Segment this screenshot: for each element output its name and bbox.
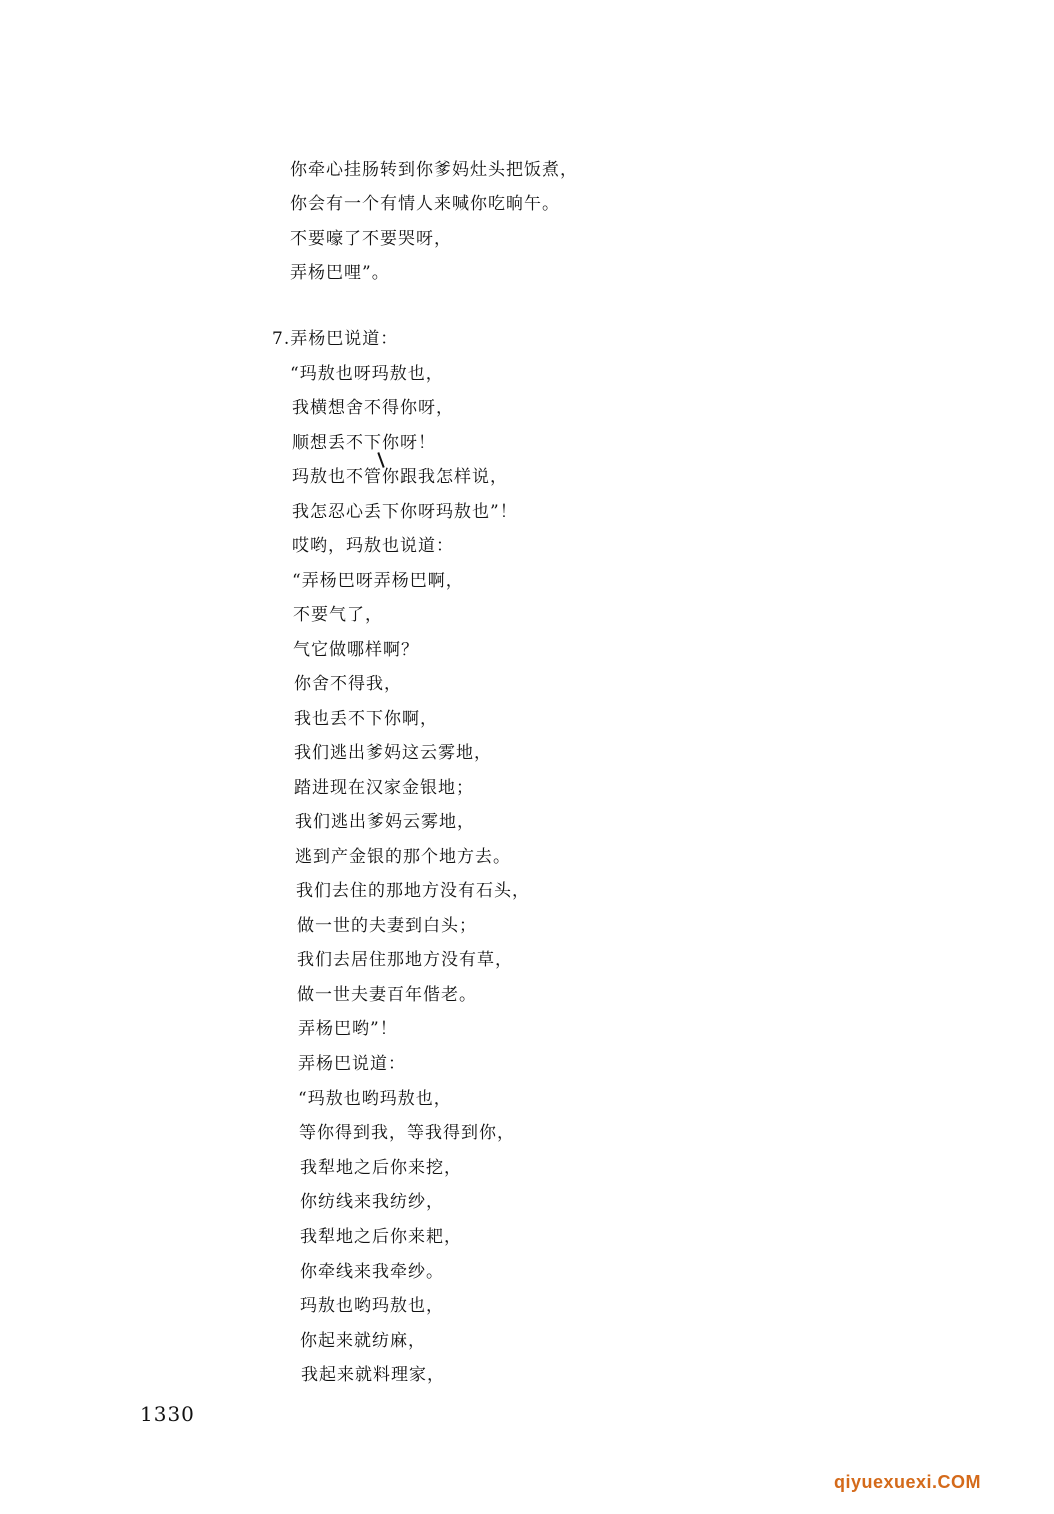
text-line: “弄杨巴呀弄杨巴啊， [292,571,464,591]
text-line: 顺想丢不下你呀！ [292,433,436,453]
text-line: 弄杨巴哟”！ [298,1019,398,1039]
text-line: 我怎忍心丢下你呀玛敖也”！ [292,502,518,522]
page-number: 1330 [140,1402,195,1426]
text-line: 我犁地之后你来挖， [300,1158,462,1178]
text-line: 玛敖也不管你跟我怎样说， [292,467,508,487]
text-line: 你牵线来我牵纱。 [300,1262,444,1282]
text-line: 我横想舍不得你呀， [292,398,454,418]
text-line: 弄杨巴说道： [298,1054,406,1074]
text-line: 气它做哪样啊？ [293,640,419,660]
text-line: 我们去住的那地方没有石头， [296,881,530,901]
text-line: 不要嚎了不要哭呀， [290,229,452,249]
text-line: “玛敖也哟玛敖也， [298,1089,452,1109]
text-line: 踏进现在汉家金银地； [294,778,474,798]
text-line: 7.弄杨巴说道： [272,329,399,349]
proofreading-mark [377,452,384,468]
text-line: 你牵心挂肠转到你爹妈灶头把饭煮， [290,160,578,180]
text-line: 你起来就纺麻， [300,1331,426,1351]
text-line: 你纺线来我纺纱， [300,1192,444,1212]
text-line: 等你得到我，等我得到你， [299,1123,515,1143]
text-line: 我也丢不下你啊， [294,709,438,729]
text-line: 不要气了， [293,605,383,625]
text-line: 我犁地之后你来耙， [300,1227,462,1247]
text-line: 你舍不得我， [294,674,402,694]
text-line: “玛敖也呀玛敖也， [290,364,444,384]
text-line: 逃到产金银的那个地方去。 [295,847,511,867]
text-line: 我们去居住那地方没有草， [297,950,513,970]
site-watermark: qiyuexuexi.COM [834,1472,982,1492]
text-line: 你会有一个有情人来喊你吃晌午。 [290,194,560,214]
text-line: 弄杨巴哩”。 [290,263,390,283]
text-line: 做一世的夫妻到白头； [297,916,477,936]
text-line: 我们逃出爹妈云雾地， [295,812,475,832]
text-line: 我们逃出爹妈这云雾地， [294,743,492,763]
text-line: 我起来就料理家， [301,1365,445,1385]
text-line: 做一世夫妻百年偕老。 [297,985,477,1005]
text-line: 玛敖也哟玛敖也， [300,1296,444,1316]
text-line: 哎哟，玛敖也说道： [292,536,454,556]
